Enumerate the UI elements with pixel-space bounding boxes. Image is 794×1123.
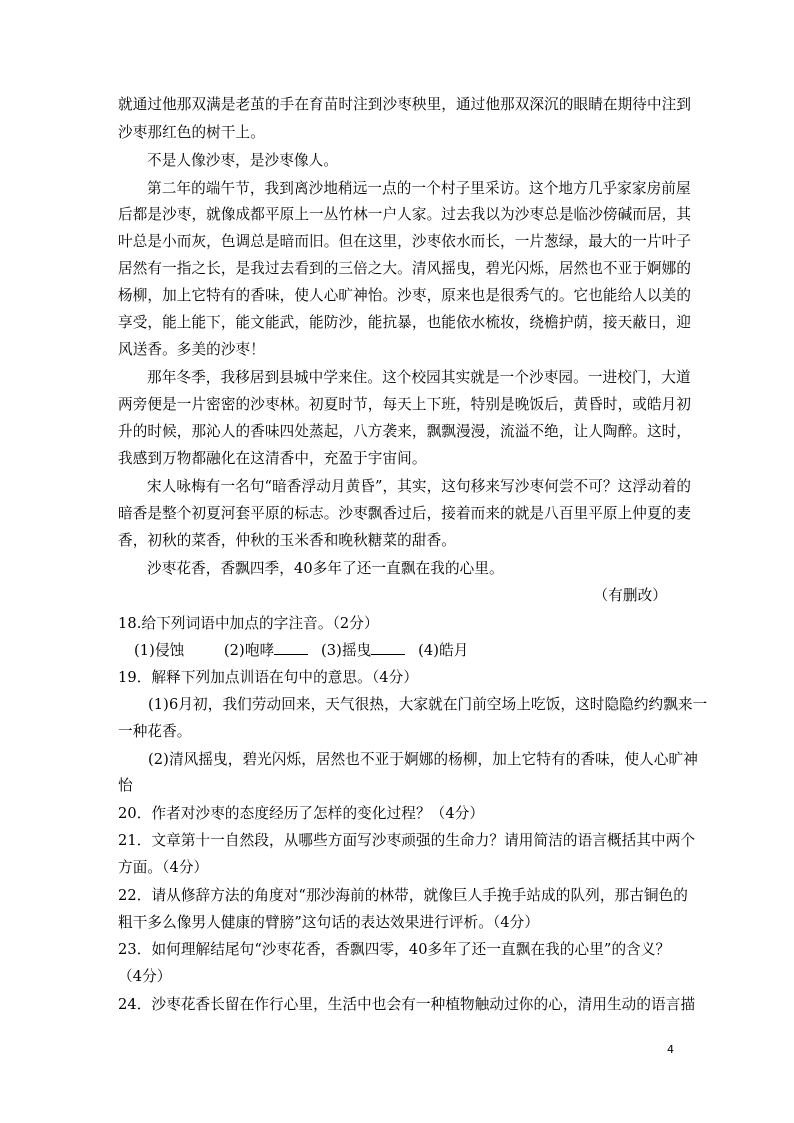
passage-line: 宋人咏梅有一名句“暗香浮动月黄昏”，其实，这句移来写沙枣何尝不可？这浮动着的 xyxy=(147,478,692,495)
answer-blank[interactable] xyxy=(371,642,405,655)
q19-sub1-line: 一种花香。 xyxy=(118,723,192,740)
passage-line: 那年冬季，我移居到县城中学来住。这个校园其实就是一个沙枣园。一进校门，大道 xyxy=(147,369,691,386)
passage-line: 升的时候，那沁人的香味四处蒸起，八方袭来，飘飘漫漫，流溢不绝，让人陶醉。这时， xyxy=(118,423,692,440)
question-21-cont: 方面。（4分） xyxy=(118,859,209,876)
passage-line: 沙枣那红色的树干上。 xyxy=(118,124,265,141)
q18-item-2: (2)咆哮 xyxy=(223,642,275,659)
question-18: 18.给下列词语中加点的字注音。（2分） xyxy=(118,615,379,632)
q18-item-4: (4)皓月 xyxy=(418,642,469,659)
question-21: 21．文章第十一自然段，从哪些方面写沙枣顽强的生命力？请用简洁的语言概括其中两个 xyxy=(118,832,696,849)
source-note: （有删改） xyxy=(593,587,667,604)
question-18-items xyxy=(134,642,469,660)
question-22: 22．请从修辞方法的角度对“那沙海前的林带，就像巨人手挽手站成的队列，那古铜色的 xyxy=(118,887,689,904)
passage-line: 风送香。多美的沙枣！ xyxy=(118,341,265,358)
passage-line: 暗香是整个初夏河套平原的标志。沙枣飘香过后，接着而来的就是八百里平原上仲夏的麦 xyxy=(118,505,692,522)
question-23: 23．如何理解结尾句“沙枣花香，香飘四零，40多年了还一直飘在我的心里”的含义？ xyxy=(118,941,671,958)
q18-item-3: (3)摇曳 xyxy=(321,642,372,659)
answer-blank[interactable] xyxy=(274,642,308,655)
q19-sub2-line: 怡 xyxy=(118,777,133,794)
question-23-cont: （4分） xyxy=(118,968,172,985)
passage-line: 就通过他那双满是老茧的手在育苗时注到沙枣秧里，通过他那双深沉的眼睛在期待中注到 xyxy=(118,96,692,113)
page-number: 4 xyxy=(667,1043,674,1056)
question-20: 20．作者对沙枣的态度经历了怎样的变化过程？（4分） xyxy=(118,805,485,822)
passage-line: 居然有一指之长，是我过去看到的三倍之大。清风摇曳，碧光闪烁，居然也不亚于婀娜的 xyxy=(118,260,692,277)
question-19: 19．解释下列加点训语在句中的意思。（4分） xyxy=(118,669,419,686)
passage-line: 两旁便是一片密密的沙枣林。初夏时节，每天上下班，特别是晚饭后，黄昏时，或皓月初 xyxy=(118,396,692,413)
passage-line: 享受，能上能下，能文能武，能防沙，能抗暴，也能依水梳妆，绕檐护荫，接天蔽日，迎 xyxy=(118,314,692,331)
passage-paragraph: 沙枣花香，香飘四季，40多年了还一直飘在我的心里。 xyxy=(147,560,504,577)
question-24: 24．沙枣花香长留在作行心里，生活中也会有一种植物触动过你的心，清用生动的语言描 xyxy=(118,996,696,1013)
passage-line: 我感到万物都融化在这清香中，充盈于宇宙间。 xyxy=(118,450,427,467)
passage-paragraph: 不是人像沙枣，是沙枣像人。 xyxy=(147,152,339,169)
question-22-cont: 粗干多么像男人健康的臂膀”这句话的表达效果进行评析。（4分） xyxy=(118,914,540,931)
q19-sub1-line: (1)6月初，我们劳动回来，天气很热，大家就在门前空场上吃饭，这时隐隐约约飘来一 xyxy=(148,696,708,713)
passage-line: 杨柳，加上它特有的香味，使人心旷神怡。沙枣，原来也是很秀气的。它也能给人以美的 xyxy=(118,287,692,304)
passage-line: 香，初秋的菜香，仲秋的玉米香和晚秋糖菜的甜香。 xyxy=(118,532,456,549)
q19-sub2-line: (2)清风摇曳，碧光闪烁，居然也不亚于婀娜的杨柳，加上它特有的香味，使人心旷神 xyxy=(148,751,698,768)
q18-item-1: (1)侵蚀 xyxy=(134,642,185,659)
passage-line: 后都是沙枣，就像成都平原上一丛竹林一户人家。过去我以为沙枣总是临沙傍碱而居，其 xyxy=(118,206,692,223)
passage-line: 叶总是小而灰，色调总是暗而旧。但在这里，沙枣依水而长，一片葱绿，最大的一片叶子 xyxy=(118,233,692,250)
passage-line: 第二年的端午节，我到离沙地稍远一点的一个村子里采访。这个地方几乎家家房前屋 xyxy=(147,180,691,197)
